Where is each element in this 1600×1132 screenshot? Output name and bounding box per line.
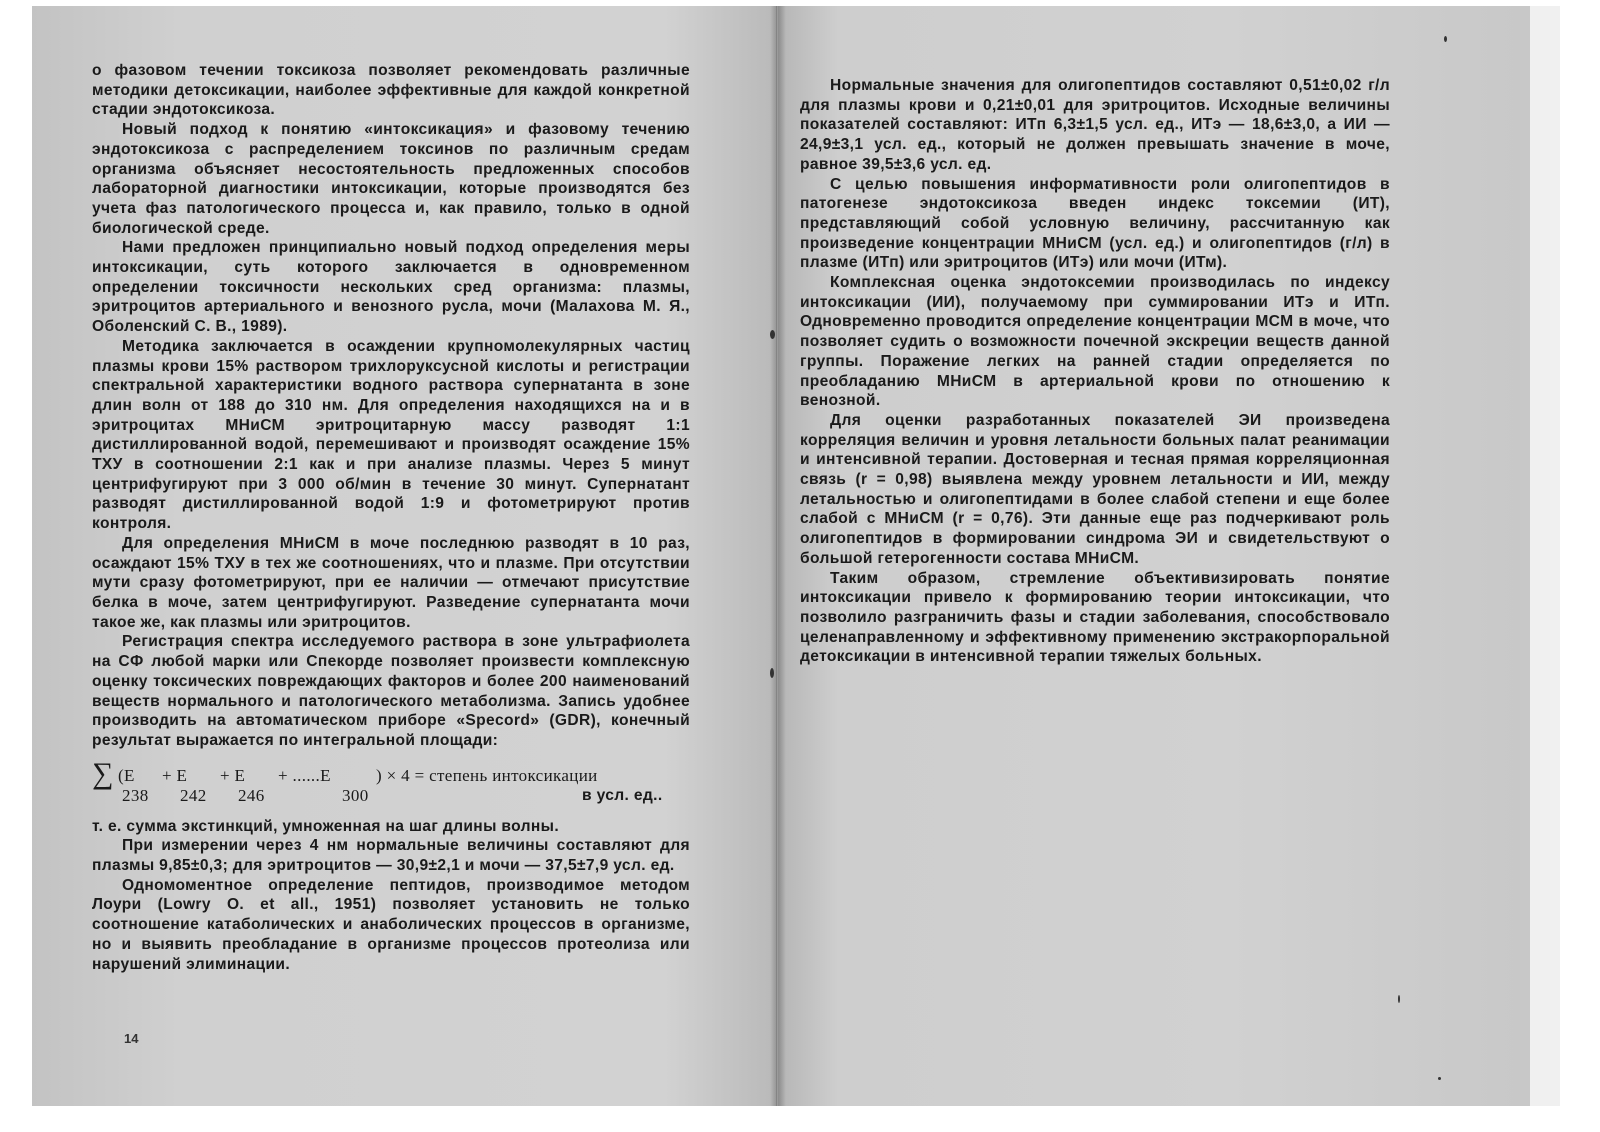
formula-subscript: 238 — [122, 785, 149, 805]
paragraph: Одномоментное определение пептидов, производимое методом Лоури (Lowry O. et all., 1951) позволяет установить не только соотношение катаболических и анаболических процессов в организме, но и выявить преобладание в организме процессов протеолиза или нарушений элиминации. — [92, 876, 690, 973]
paragraph: При измерении через 4 нм нормальные величины составляют для плазмы 9,85±0,3; для эритроцитов — 30,9±2,1 и мочи — 37,5±7,9 усл. ед. — [92, 837, 690, 875]
formula-term: + E — [220, 765, 246, 785]
paragraph: Регистрация спектра исследуемого раствора в зоне ультрафиолета на СФ любой марки или Спекорде позволяет произвести комплексную оценку токсических повреждающих факторов и более 200 наименований веществ нормального и патологического метаболизма. Запись удобнее производить на автоматическом приборе «Specord» (GDR), конечный результат выражается по интегральной площади: — [92, 633, 690, 749]
scan-speck — [770, 668, 774, 678]
scan-margin — [1530, 6, 1560, 1106]
formula-term: + E — [162, 765, 188, 785]
paragraph: Таким образом, стремление объективизировать понятие интоксикации привело к формированию теории интоксикации, что позволило разграничить фазы и стадии заболевания, способствовало целенаправленному и эффективному применению экстракорпоральной детоксикации в интенсивной терапии тяжелых больных. — [800, 569, 1390, 666]
formula-term: + ......E — [278, 765, 331, 785]
scan-speck — [1444, 36, 1447, 42]
paragraph: Нами предложен принципиально новый подход определения меры интоксикации, суть которого заключается в одновременном определении токсичности нескольких сред организма: плазмы, эритроцитов артериального и венозного русла, мочи (Малахова М. Я., Оболенский С. В., 1989). — [92, 239, 690, 336]
paragraph: Методика заключается в осаждении крупномолекулярных частиц плазмы крови 15% раствором трихлоруксусной кислоты и регистрации спектральной характеристики водного раствора супернатанта в зоне длин волн от 188 до 310 нм. Для определения находящихся на и в эритроцитах МНиСМ эритроцитарную массу разводят 1:1 дистиллированной водой, перемешивают и производят осаждение 15% ТХУ в соотношении 2:1 как и при анализе плазмы. Через 5 минут центрифугируют при 3 000 об/мин в течение 30 минут. Супернатант разводят дистиллированной водой 1:9 и фотометрируют против контроля. — [92, 337, 690, 533]
formula-term: ) × 4 = степень интоксикации — [376, 765, 598, 785]
formula-subscript: 242 — [180, 785, 207, 805]
scan-speck — [770, 330, 775, 339]
sigma-symbol: ∑ — [92, 756, 114, 790]
paragraph: С целью повышения информативности роли олигопептидов в патогенезе эндотоксикоза введен индекс токсемии (ИТ), представляющий собой условную величину, рассчитанную как произведение концентрации МНиСМ (усл. ед.) и олигопептидов (г/л) в плазме (ИТп) или эритроцитов (ИТэ) или мочи (ИТм). — [800, 175, 1390, 272]
paragraph: Комплексная оценка эндотоксемии производилась по индексу интоксикации (ИИ), получаемому при суммировании ИТэ и ИТп. Одновременно проводится определение концентрации МСМ в моче, что позволяет судить о возможности почечной экскреции веществ данной группы. Поражение легких на ранней стадии определяется по преобладанию МНиСМ в артериальной крови по отношению к венозной. — [800, 274, 1390, 410]
paragraph: Нормальные значения для олигопептидов составляют 0,51±0,02 г/л для плазмы крови и 0,21±0,01 для эритроцитов. Исходные величины показателей составляют: ИТп 6,3±1,5 усл. ед., ИТэ — 18,6±3,0, а ИИ — 24,9±3,1 усл. ед., который не должен превышать значение в моче, равное 39,5±3,6 усл. ед. — [800, 77, 1390, 173]
formula-subscript: 246 — [238, 785, 265, 805]
formula-unit: в усл. ед.. — [582, 786, 663, 804]
right-page-text — [800, 76, 1390, 667]
paragraph: Новый подход к понятию «интоксикация» и фазовому течению эндотоксикоза с распределением токсинов по различным средам организма объясняет несостоятельность предложенных способов лабораторной диагностики интоксикации, которые производятся без учета фаз патологического процесса и, как правило, только в одной биологической среде. — [92, 121, 690, 237]
formula-term: (E — [118, 765, 135, 785]
book-gutter — [770, 6, 786, 1106]
page-number: 14 — [124, 1031, 139, 1046]
paragraph: Для оценки разработанных показателей ЭИ произведена корреляция величин и уровня летальности больных палат реанимации и интенсивной терапии. Достоверная и тесная прямая корреляционная связь (r = 0,98) выявлена между уровнем летальности и ИИ, между летальностью и олигопептидами в более слабой степени и еще более слабой с МНиСМ (r = 0,76). Эти данные еще раз подчеркивают роль олигопептидов в формировании синдрома ЭИ и свидетельствуют о большой гетерогенности состава МНиСМ. — [800, 411, 1390, 567]
left-page-text — [92, 61, 690, 974]
paragraph: т. е. сумма экстинкций, умноженная на шаг длины волны. — [92, 817, 560, 835]
intoxication-formula — [92, 756, 690, 815]
scan-speck — [1398, 995, 1400, 1003]
scan-speck — [1438, 1077, 1441, 1080]
paragraph: о фазовом течении токсикоза позволяет рекомендовать различные методики детоксикации, наиболее эффективные для каждой конкретной стадии эндотоксикоза. — [92, 62, 690, 119]
formula-subscript: 300 — [342, 785, 369, 805]
paragraph: Для определения МНиСМ в моче последнюю разводят в 10 раз, осаждают 15% ТХУ в тех же соотношениях, что и плазме. При отсутствии мути сразу фотометрируют, при ее наличии — отмечают присутствие белка в моче, затем центрифугируют. Разведение супернатанта мочи такое же, как плазмы или эритроцитов. — [92, 534, 690, 631]
